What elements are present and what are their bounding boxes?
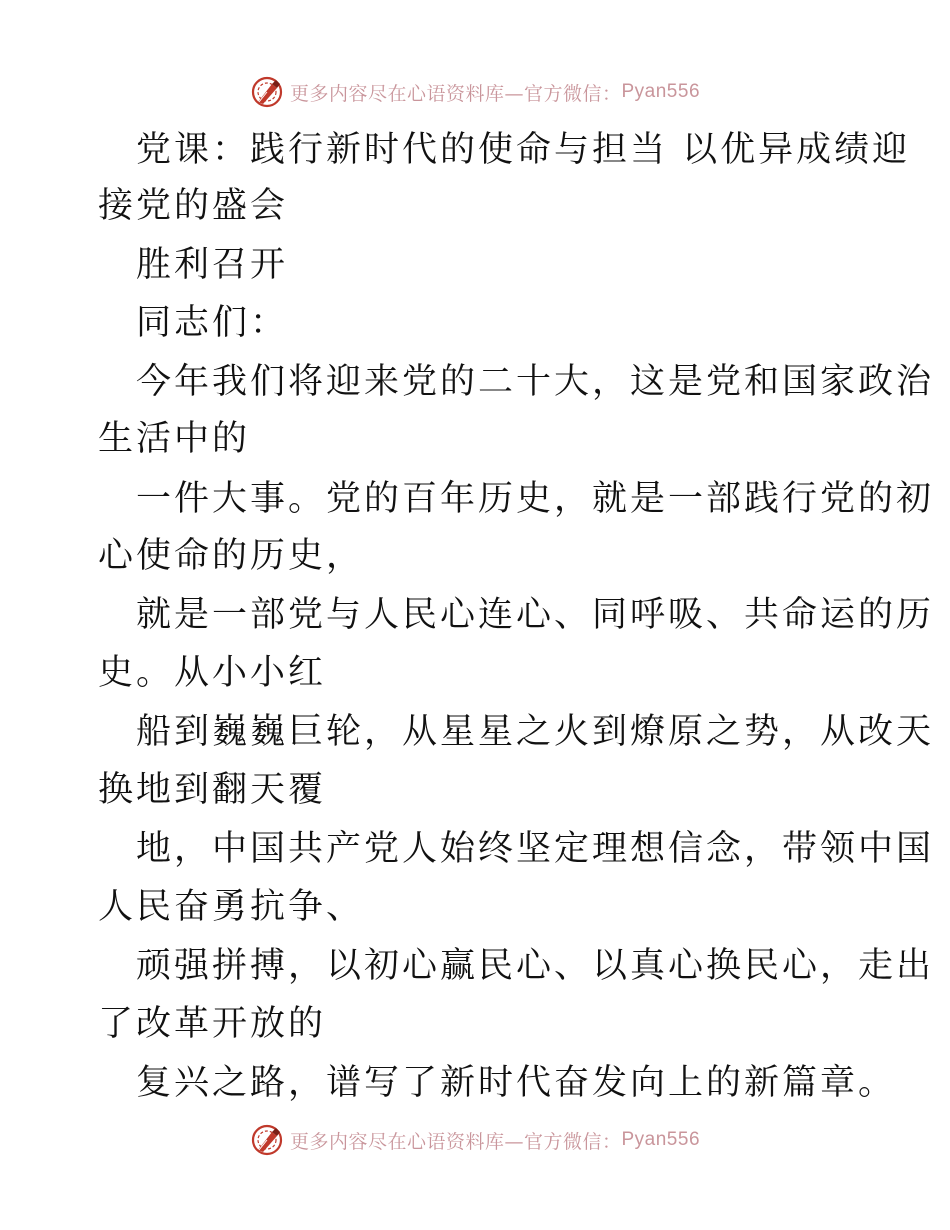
paragraph-line: 复兴之路，谱写了新时代奋发向上的新篇章。 <box>136 1063 897 1103</box>
watermark-wechat-id: Pyan556 <box>621 1129 701 1150</box>
paragraph-line: 顽强拼搏，以初心赢民心、以真心换民心，走出 <box>136 946 935 986</box>
paragraph-line: 人民奋勇抗争、 <box>98 887 365 927</box>
paragraph-line: 就是一部党与人民心连心、同呼吸、共命运的历 <box>136 595 935 635</box>
paragraph-line: 了改革开放的 <box>98 1004 327 1044</box>
pen-nib-logo-icon <box>250 1123 284 1157</box>
paragraph-line: 史。从小小红 <box>98 653 327 693</box>
paragraph-line: 地，中国共产党人始终坚定理想信念，带领中国 <box>136 829 935 869</box>
paragraph-line: 今年我们将迎来党的二十大，这是党和国家政治 <box>136 362 935 402</box>
watermark-text: 更多内容尽在心语资料库—官方微信： <box>289 82 622 105</box>
salutation: 同志们： <box>136 303 289 343</box>
title-line-3: 胜利召开 <box>136 245 289 285</box>
title-line-1: 党课：践行新时代的使命与担当 以优异成绩迎 <box>136 130 911 170</box>
watermark-footer <box>0 1120 950 1160</box>
paragraph-line: 生活中的 <box>98 419 251 459</box>
title-line-2: 接党的盛会 <box>98 186 289 226</box>
watermark-wechat-id: Pyan556 <box>621 81 701 102</box>
paragraph-line: 一件大事。党的百年历史，就是一部践行党的初 <box>136 479 935 519</box>
paragraph-line: 心使命的历史， <box>98 536 365 576</box>
watermark-text: 更多内容尽在心语资料库—官方微信： <box>289 1130 622 1153</box>
paragraph-line: 换地到翻天覆 <box>98 770 327 810</box>
paragraph-line: 船到巍巍巨轮，从星星之火到燎原之势，从改天 <box>136 712 935 752</box>
